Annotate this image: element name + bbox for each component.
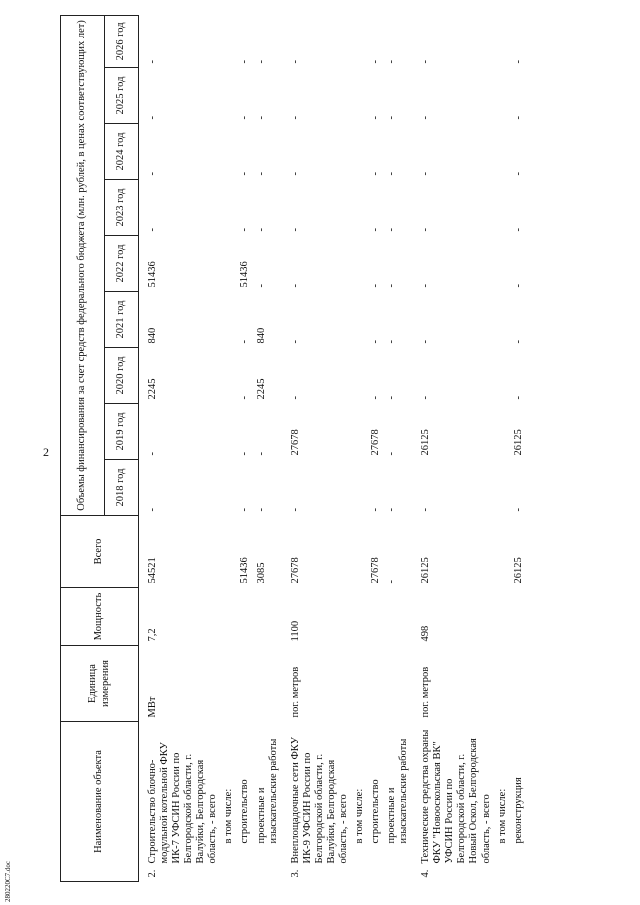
- year-value: -: [255, 452, 267, 456]
- header-year: 2021 год: [105, 292, 139, 348]
- row-number: 3.: [289, 869, 301, 878]
- year-value: -: [147, 228, 158, 232]
- year-value: -: [255, 60, 267, 64]
- year-value: -: [420, 60, 432, 64]
- year-value: -: [255, 508, 267, 512]
- year-value: -: [512, 60, 524, 64]
- table-row: [352, 15, 368, 881]
- year-value: 2245: [255, 378, 267, 400]
- year-value: 27678: [289, 429, 301, 456]
- year-value: -: [386, 116, 398, 120]
- header-year: 2020 год: [105, 348, 139, 404]
- table-row: [282, 15, 352, 881]
- year-value: -: [386, 228, 398, 232]
- year-value: -: [289, 340, 301, 344]
- year-value: -: [386, 60, 398, 64]
- object-name: в том числе:: [353, 788, 365, 844]
- unit-cell: пог. метров: [289, 666, 301, 718]
- year-value: -: [239, 228, 251, 232]
- year-value: -: [289, 60, 301, 64]
- year-value: 27678: [370, 429, 381, 456]
- funding-table: [60, 15, 527, 882]
- object-name: Внеплощадочные сети ФКУ ИК-9 УФСИН России по Белгородской области, г. Валуйки, Белгородская область, - всего: [289, 736, 349, 864]
- capacity-cell: 498: [420, 625, 432, 642]
- year-value: -: [420, 228, 432, 232]
- total-cell: 26125: [512, 557, 524, 584]
- year-value: -: [512, 116, 524, 120]
- year-value: -: [386, 452, 398, 456]
- year-value: -: [386, 508, 398, 512]
- header-year: 2023 год: [105, 180, 139, 236]
- year-value: -: [370, 60, 381, 64]
- rotated-page-content: [60, 16, 630, 882]
- total-cell: 27678: [289, 557, 301, 584]
- year-value: -: [239, 508, 251, 512]
- year-value: -: [386, 340, 398, 344]
- object-name: в том числе:: [496, 788, 508, 844]
- year-value: 51436: [239, 261, 251, 288]
- year-value: -: [370, 172, 381, 176]
- year-value: -: [370, 508, 381, 512]
- year-value: -: [147, 172, 158, 176]
- page-number: 2: [43, 445, 49, 459]
- year-value: -: [386, 284, 398, 288]
- year-value: -: [386, 172, 398, 176]
- header-year: 2022 год: [105, 236, 139, 292]
- table-row: [237, 15, 253, 881]
- document-code: 280220C7.doc: [4, 860, 12, 902]
- header-total: Всего: [61, 516, 139, 588]
- year-value: -: [289, 116, 301, 120]
- table-row: [384, 15, 412, 881]
- year-value: -: [512, 284, 524, 288]
- year-value: -: [147, 60, 158, 64]
- year-value: -: [420, 116, 432, 120]
- row-number: 2.: [147, 869, 158, 878]
- header-year: 2019 год: [105, 404, 139, 460]
- year-value: -: [512, 228, 524, 232]
- year-value: -: [255, 116, 267, 120]
- year-value: -: [255, 228, 267, 232]
- table-row: [412, 15, 494, 881]
- capacity-cell: 1100: [289, 620, 301, 642]
- object-name: проектные и изыскательские работы: [255, 738, 279, 844]
- table-row: [495, 15, 511, 881]
- year-value: -: [420, 172, 432, 176]
- header-capacity: Мощность: [61, 588, 139, 646]
- table-row: [254, 15, 282, 881]
- total-cell: 51436: [239, 557, 251, 584]
- year-value: 26125: [420, 429, 432, 456]
- year-value: -: [239, 116, 251, 120]
- header-name: Наименование объекта: [61, 722, 139, 882]
- year-value: -: [255, 284, 267, 288]
- rotated-table-area: [60, 16, 630, 882]
- year-value: -: [255, 172, 267, 176]
- object-name: реконструкция: [512, 777, 524, 844]
- total-cell: -: [386, 580, 398, 584]
- total-cell: 27678: [370, 557, 381, 584]
- year-value: 840: [147, 327, 158, 344]
- row-number: 4.: [420, 869, 432, 878]
- year-value: -: [239, 60, 251, 64]
- object-name: проектные и изыскательские работы: [386, 738, 410, 844]
- header-unit: Единица измерения: [61, 646, 139, 722]
- object-name: строительство: [239, 779, 251, 844]
- total-cell: 3085: [255, 562, 267, 584]
- object-name: в том числе:: [223, 788, 235, 844]
- year-value: -: [370, 116, 381, 120]
- year-value: -: [239, 340, 251, 344]
- year-value: -: [370, 228, 381, 232]
- year-value: -: [239, 452, 251, 456]
- total-cell: 54521: [147, 557, 158, 584]
- unit-cell: МВт: [147, 696, 158, 718]
- year-value: -: [512, 396, 524, 400]
- table-row: [221, 15, 237, 881]
- year-value: -: [289, 284, 301, 288]
- year-value: -: [420, 340, 432, 344]
- year-value: 840: [255, 327, 267, 344]
- year-value: -: [147, 116, 158, 120]
- year-value: -: [420, 396, 432, 400]
- table-row: [511, 15, 527, 881]
- year-value: -: [147, 452, 158, 456]
- year-value: -: [512, 508, 524, 512]
- year-value: 2245: [147, 378, 158, 400]
- year-value: -: [289, 396, 301, 400]
- header-row-top: [61, 15, 105, 881]
- year-value: -: [239, 172, 251, 176]
- year-value: -: [239, 396, 251, 400]
- object-name: строительство: [370, 779, 381, 844]
- total-cell: 26125: [420, 557, 432, 584]
- year-value: -: [512, 340, 524, 344]
- year-value: 51436: [147, 261, 158, 288]
- year-value: -: [289, 508, 301, 512]
- year-value: -: [386, 396, 398, 400]
- year-value: -: [512, 172, 524, 176]
- year-value: -: [420, 508, 432, 512]
- table-row: [139, 15, 222, 881]
- object-name: Строительство блочно-модульной котельной ФКУ ИК-7 УФСИН России по Белгородской области, г. Валуйки, Белгородская область, - всего: [147, 742, 219, 864]
- year-value: -: [289, 172, 301, 176]
- year-value: 26125: [512, 429, 524, 456]
- year-value: -: [420, 284, 432, 288]
- header-year: 2024 год: [105, 124, 139, 180]
- year-value: -: [289, 228, 301, 232]
- header-funding: Объемы финансирования за счет средств федерального бюджета (млн. рублей, в ценах соответствующих лет): [61, 15, 105, 515]
- unit-cell: пог. метров: [420, 666, 432, 718]
- year-value: -: [370, 340, 381, 344]
- year-value: -: [147, 508, 158, 512]
- year-value: -: [370, 284, 381, 288]
- year-value: -: [370, 396, 381, 400]
- header-year: 2018 год: [105, 460, 139, 516]
- header-year: 2025 год: [105, 68, 139, 124]
- object-name: Технические средства охраны ФКУ "Новооскольская ВК" УФСИН России по Белгородской области, г. Новый Оскол, Белгородская область, - всего: [420, 729, 492, 864]
- header-year: 2026 год: [105, 15, 139, 67]
- capacity-cell: 7,2: [147, 628, 158, 642]
- table-row: [368, 15, 384, 881]
